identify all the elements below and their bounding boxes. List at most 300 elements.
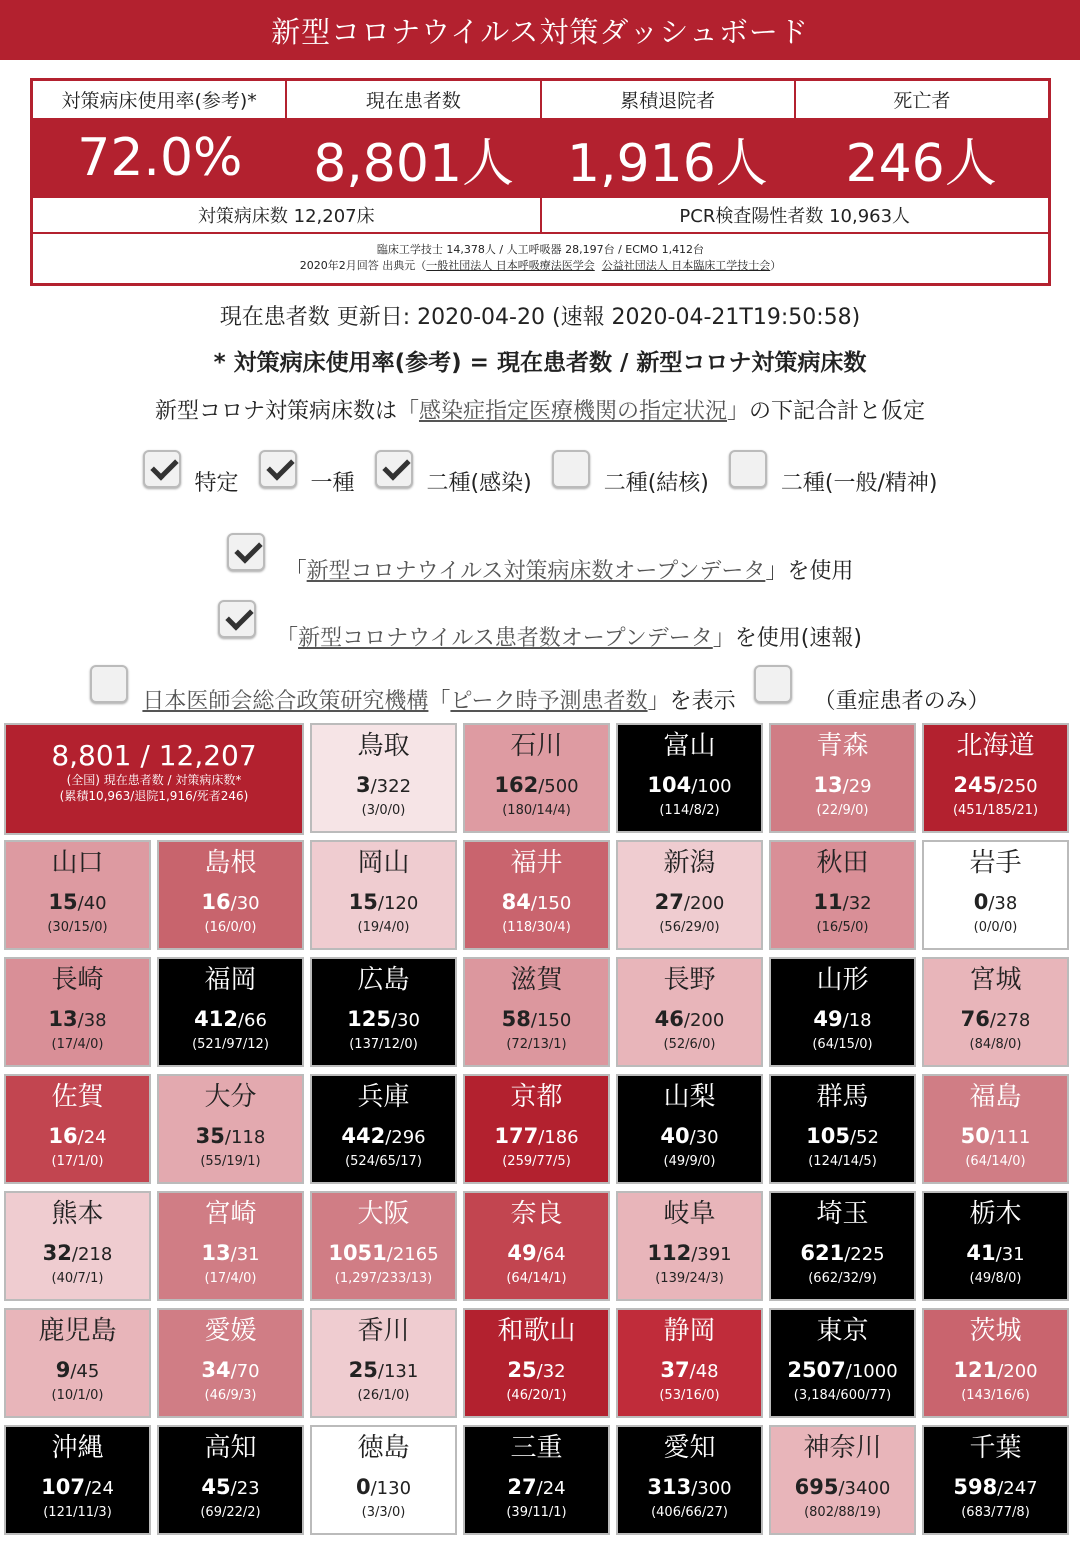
prefecture-beds: /38 <box>988 893 1018 914</box>
prefecture-current-patients: 112 <box>647 1241 692 1265</box>
beds-opendata-link[interactable]: 新型コロナウイルス対策病床数オープンデータ <box>306 559 766 584</box>
prefecture-tile[interactable] <box>4 1425 151 1535</box>
prefecture-patients-beds <box>159 1358 302 1382</box>
national-summary-value: 8,801 / 12,207 <box>51 739 257 772</box>
prefecture-name: 青森 <box>816 731 869 761</box>
update-date: 現在患者数 更新日: 2020-04-20 (速報 2020-04-21T19:50:58) <box>219 305 861 330</box>
total-beds: 対策病床数 12,207床 <box>33 198 542 232</box>
prefecture-tile[interactable] <box>922 840 1069 950</box>
prefecture-tile[interactable] <box>616 957 763 1067</box>
prefecture-cumulative: (16/0/0) <box>204 920 257 935</box>
prefecture-tile[interactable] <box>616 1191 763 1301</box>
prefecture-current-patients: 177 <box>494 1124 539 1148</box>
prefecture-beds: /38 <box>77 1010 107 1031</box>
checkbox-nishu-kekkaku[interactable] <box>552 450 590 488</box>
peak-patients-link[interactable]: ピーク時予測患者数 <box>450 689 648 714</box>
prefecture-patients-beds <box>6 1475 149 1499</box>
prefecture-current-patients: 412 <box>194 1007 238 1031</box>
prefecture-tile[interactable] <box>157 1425 304 1535</box>
prefecture-tile[interactable] <box>769 957 916 1067</box>
prefecture-current-patients: 107 <box>41 1475 85 1499</box>
prefecture-tile[interactable] <box>310 1191 457 1301</box>
prefecture-cumulative: (259/77/5) <box>502 1154 571 1169</box>
checkbox-item-nishu-kansen[interactable] <box>375 440 532 497</box>
prefecture-cumulative: (802/88/19) <box>804 1505 881 1520</box>
prefecture-tile[interactable] <box>310 1074 457 1184</box>
prefecture-name: 埼玉 <box>816 1199 869 1229</box>
prefecture-current-patients: 442 <box>341 1124 386 1148</box>
checkbox-label: 一種 <box>310 471 355 496</box>
prefecture-beds: /24 <box>536 1478 566 1499</box>
prefecture-current-patients: 1051 <box>328 1241 387 1265</box>
prefecture-patients-beds <box>618 1475 761 1499</box>
prefecture-name: 石川 <box>510 731 563 761</box>
prefecture-tile[interactable] <box>922 957 1069 1067</box>
prefecture-name: 香川 <box>357 1316 410 1346</box>
prefecture-cumulative: (30/15/0) <box>47 920 108 935</box>
prefecture-cumulative: (72/13/1) <box>506 1037 567 1052</box>
prefecture-beds: /247 <box>997 1478 1038 1499</box>
prefecture-name: 佐賀 <box>51 1082 104 1112</box>
prefecture-patients-beds <box>6 1124 149 1148</box>
prefecture-tile[interactable] <box>463 1074 610 1184</box>
prefecture-patients-beds <box>312 1358 455 1382</box>
prefecture-patients-beds <box>6 890 149 914</box>
prefecture-tile[interactable] <box>463 1191 610 1301</box>
prefecture-tile[interactable] <box>4 840 151 950</box>
option-beds-post: 」を使用 <box>765 559 854 584</box>
prefecture-tile[interactable] <box>922 1191 1069 1301</box>
prefecture-cumulative: (3,184/600/77) <box>793 1388 892 1403</box>
prefecture-patients-beds <box>924 773 1067 797</box>
prefecture-tile[interactable] <box>769 1425 916 1535</box>
prefecture-name: 兵庫 <box>357 1082 410 1112</box>
prefecture-tile[interactable] <box>310 840 457 950</box>
prefecture-name: 熊本 <box>51 1199 104 1229</box>
prefecture-patients-beds <box>618 1358 761 1382</box>
prefecture-name: 宮城 <box>969 965 1022 995</box>
prefecture-current-patients: 16 <box>201 890 231 914</box>
prefecture-current-patients: 2507 <box>787 1358 846 1382</box>
prefecture-tile[interactable] <box>616 1308 763 1418</box>
prefecture-current-patients: 313 <box>647 1475 692 1499</box>
prefecture-tile[interactable] <box>616 723 763 833</box>
prefecture-current-patients: 35 <box>195 1124 225 1148</box>
prefecture-current-patients: 0 <box>355 1475 371 1499</box>
prefecture-beds: /32 <box>842 893 872 914</box>
prefecture-patients-beds <box>465 1358 608 1382</box>
prefecture-name: 島根 <box>204 848 257 878</box>
prefecture-grid <box>4 723 1076 1546</box>
checkbox-label: 二種(結核) <box>603 471 709 496</box>
checkbox-item-isshu[interactable] <box>259 440 355 497</box>
label-bed-usage: 対策病床使用率(参考)* <box>33 81 287 118</box>
prefecture-cumulative: (451/185/21) <box>952 803 1039 818</box>
stats-panel <box>30 78 1051 286</box>
prefecture-tile[interactable] <box>463 840 610 950</box>
option-beds-opendata <box>0 518 1080 585</box>
patients-opendata-link[interactable]: 新型コロナウイルス患者数オープンデータ <box>298 626 713 651</box>
prefecture-cumulative: (26/1/0) <box>357 1388 410 1403</box>
prefecture-tile[interactable] <box>922 723 1069 833</box>
prefecture-current-patients: 621 <box>800 1241 845 1265</box>
prefecture-cumulative: (49/8/0) <box>969 1271 1022 1286</box>
prefecture-name: 沖縄 <box>51 1433 104 1463</box>
prefecture-beds: /150 <box>530 893 572 914</box>
prefecture-patients-beds <box>618 1124 761 1148</box>
prefecture-beds: /66 <box>237 1010 267 1031</box>
prefecture-tile[interactable] <box>4 1074 151 1184</box>
prefecture-name: 秋田 <box>816 848 869 878</box>
prefecture-cumulative: (524/65/17) <box>345 1154 422 1169</box>
prefecture-patients-beds <box>771 1124 914 1148</box>
stats-labels <box>33 81 1048 118</box>
prefecture-current-patients: 49 <box>813 1007 843 1031</box>
prefecture-name: 高知 <box>204 1433 257 1463</box>
prefecture-name: 奈良 <box>510 1199 563 1229</box>
prefecture-tile[interactable] <box>310 957 457 1067</box>
prefecture-patients-beds <box>924 890 1067 914</box>
prefecture-patients-beds <box>465 1241 608 1265</box>
checkbox-item-nishu-kekkaku[interactable] <box>552 440 709 497</box>
prefecture-beds: /31 <box>995 1244 1025 1265</box>
prefecture-cumulative: (40/7/1) <box>51 1271 104 1286</box>
prefecture-patients-beds <box>924 1241 1067 1265</box>
prefecture-tile[interactable] <box>769 1074 916 1184</box>
prefecture-cumulative: (114/8/2) <box>659 803 720 818</box>
prefecture-name: 徳島 <box>357 1433 410 1463</box>
prefecture-name: 愛知 <box>663 1433 716 1463</box>
prefecture-current-patients: 125 <box>347 1007 391 1031</box>
prefecture-tile[interactable] <box>769 1308 916 1418</box>
prefecture-current-patients: 104 <box>647 773 692 797</box>
prefecture-tile[interactable] <box>616 1425 763 1535</box>
prefecture-cumulative: (16/5/0) <box>816 920 869 935</box>
prefecture-current-patients: 15 <box>48 890 78 914</box>
prefecture-cumulative: (64/15/0) <box>812 1037 873 1052</box>
prefecture-current-patients: 40 <box>660 1124 690 1148</box>
prefecture-name: 茨城 <box>969 1316 1022 1346</box>
prefecture-patients-beds <box>618 773 761 797</box>
prefecture-cumulative: (3/0/0) <box>361 803 406 818</box>
prefecture-name: 長野 <box>663 965 716 995</box>
prefecture-cumulative: (406/66/27) <box>651 1505 728 1520</box>
value-bed-usage: 72.0% <box>77 128 243 188</box>
prefecture-name: 東京 <box>816 1316 869 1346</box>
prefecture-patients-beds <box>159 1124 302 1148</box>
prefecture-beds: /296 <box>385 1127 426 1148</box>
assumption-note <box>0 394 1080 425</box>
checkbox-isshu[interactable] <box>259 450 297 488</box>
prefecture-cumulative: (56/29/0) <box>659 920 720 935</box>
prefecture-cumulative: (124/14/5) <box>808 1154 877 1169</box>
prefecture-tile[interactable] <box>4 957 151 1067</box>
national-summary-caption: (全国) 現在患者数 / 対策病床数* <box>66 773 242 787</box>
source-suffix: ） <box>770 259 782 272</box>
prefecture-cumulative: (139/24/3) <box>655 1271 724 1286</box>
prefecture-patients-beds <box>465 890 608 914</box>
prefecture-cumulative: (46/20/1) <box>506 1388 567 1403</box>
prefecture-name: 大分 <box>204 1082 257 1112</box>
prefecture-current-patients: 13 <box>201 1241 231 1265</box>
option-patients-post: 」を使用(速報) <box>712 626 862 651</box>
prefecture-name: 富山 <box>663 731 716 761</box>
value-discharged: 1,916人 <box>566 133 768 194</box>
prefecture-beds: /29 <box>842 776 872 797</box>
prefecture-patients-beds <box>159 1007 302 1031</box>
national-summary-cumulative: (累積10,963/退院1,916/死者246) <box>59 789 249 803</box>
prefecture-current-patients: 50 <box>960 1124 990 1148</box>
prefecture-tile[interactable] <box>769 840 916 950</box>
prefecture-cumulative: (683/77/8) <box>961 1505 1030 1520</box>
prefecture-cumulative: (180/14/4) <box>502 803 571 818</box>
prefecture-tile[interactable] <box>157 840 304 950</box>
prefecture-beds: /30 <box>230 893 260 914</box>
prefecture-tile[interactable] <box>922 1425 1069 1535</box>
option-patients-opendata <box>0 585 1080 652</box>
prefecture-name: 和歌山 <box>497 1316 576 1346</box>
prefecture-current-patients: 49 <box>507 1241 537 1265</box>
prefecture-patients-beds <box>312 1124 455 1148</box>
prefecture-patients-beds <box>312 773 455 797</box>
prefecture-beds: /120 <box>377 893 419 914</box>
prefecture-beds: /31 <box>230 1244 260 1265</box>
checkbox-patients-opendata[interactable] <box>218 600 256 638</box>
prefecture-tile[interactable] <box>463 723 610 833</box>
prefecture-current-patients: 34 <box>201 1358 231 1382</box>
checkbox-item-tokutei[interactable] <box>143 440 239 497</box>
checkbox-peak-prediction[interactable] <box>90 665 128 703</box>
prefecture-patients-beds <box>6 1007 149 1031</box>
prefecture-cumulative: (46/9/3) <box>204 1388 257 1403</box>
prefecture-cumulative: (0/0/0) <box>973 920 1018 935</box>
prefecture-name: 神奈川 <box>803 1433 882 1463</box>
prefecture-patients-beds <box>618 890 761 914</box>
prefecture-cumulative: (53/16/0) <box>659 1388 720 1403</box>
prefecture-cumulative: (64/14/1) <box>506 1271 567 1286</box>
source-line <box>33 258 1048 274</box>
prefecture-name: 長崎 <box>51 965 104 995</box>
prefecture-cumulative: (69/22/2) <box>200 1505 261 1520</box>
prefecture-tile[interactable] <box>310 1425 457 1535</box>
prefecture-beds: /111 <box>989 1127 1031 1148</box>
checkbox-tokutei[interactable] <box>143 450 181 488</box>
prefecture-current-patients: 162 <box>494 773 539 797</box>
prefecture-beds: /18 <box>842 1010 872 1031</box>
prefecture-tile[interactable] <box>616 840 763 950</box>
prefecture-cumulative: (3/3/0) <box>361 1505 406 1520</box>
prefecture-current-patients: 13 <box>48 1007 78 1031</box>
prefecture-cumulative: (84/8/0) <box>969 1037 1022 1052</box>
prefecture-name: 愛媛 <box>204 1316 257 1346</box>
prefecture-current-patients: 32 <box>42 1241 72 1265</box>
prefecture-beds: /48 <box>689 1361 719 1382</box>
prefecture-tile[interactable] <box>922 1308 1069 1418</box>
prefecture-name: 千葉 <box>969 1433 1022 1463</box>
prefecture-cumulative: (17/1/0) <box>51 1154 104 1169</box>
prefecture-beds: /40 <box>77 893 107 914</box>
option-peak-text <box>142 684 735 715</box>
option-peak-post: 」を表示 <box>647 689 736 714</box>
prefecture-beds: /30 <box>390 1010 420 1031</box>
prefecture-current-patients: 105 <box>806 1124 850 1148</box>
prefecture-patients-beds <box>771 890 914 914</box>
prefecture-beds: /200 <box>683 893 725 914</box>
prefecture-cumulative: (55/19/1) <box>200 1154 261 1169</box>
prefecture-patients-beds <box>771 1475 914 1499</box>
checkbox-nishu-ippan[interactable] <box>729 450 767 488</box>
prefecture-current-patients: 121 <box>953 1358 998 1382</box>
prefecture-beds: /30 <box>689 1127 719 1148</box>
prefecture-patients-beds <box>465 1007 608 1031</box>
prefecture-current-patients: 41 <box>966 1241 996 1265</box>
prefecture-current-patients: 245 <box>953 773 998 797</box>
prefecture-cumulative: (118/30/4) <box>502 920 571 935</box>
prefecture-patients-beds <box>312 1007 455 1031</box>
value-current-patients: 8,801人 <box>313 133 515 194</box>
prefecture-tile[interactable] <box>769 723 916 833</box>
page-title: 新型コロナウイルス対策ダッシュボード <box>0 0 1080 60</box>
severe-only-label: （重症患者のみ） <box>813 689 990 714</box>
prefecture-cumulative: (49/9/0) <box>663 1154 716 1169</box>
prefecture-current-patients: 695 <box>794 1475 839 1499</box>
prefecture-beds: /200 <box>997 1361 1038 1382</box>
prefecture-beds: /300 <box>691 1478 732 1499</box>
prefecture-beds: /500 <box>538 776 579 797</box>
label-current-patients: 現在患者数 <box>287 81 541 118</box>
prefecture-beds: /150 <box>530 1010 572 1031</box>
prefecture-patients-beds <box>924 1358 1067 1382</box>
checkbox-label: 二種(一般/精神) <box>780 471 938 496</box>
prefecture-beds: /118 <box>224 1127 266 1148</box>
checkbox-beds-opendata[interactable] <box>227 533 265 571</box>
prefecture-cumulative: (521/97/12) <box>192 1037 269 1052</box>
prefecture-tile[interactable] <box>922 1074 1069 1184</box>
prefecture-beds: /250 <box>997 776 1038 797</box>
prefecture-tile[interactable] <box>157 1074 304 1184</box>
prefecture-name: 山形 <box>816 965 869 995</box>
bracket-open: 「 <box>284 559 307 584</box>
prefecture-current-patients: 15 <box>348 890 378 914</box>
prefecture-tile[interactable] <box>310 1308 457 1418</box>
prefecture-cumulative: (662/32/9) <box>808 1271 877 1286</box>
prefecture-patients-beds <box>312 890 455 914</box>
prefecture-tile[interactable] <box>616 1074 763 1184</box>
prefecture-beds: /23 <box>230 1478 260 1499</box>
prefecture-beds: /3400 <box>838 1478 891 1499</box>
prefecture-patients-beds <box>771 1241 914 1265</box>
prefecture-beds: /45 <box>70 1361 100 1382</box>
prefecture-name: 岩手 <box>969 848 1022 878</box>
prefecture-patients-beds <box>159 1475 302 1499</box>
checkbox-nishu-kansen[interactable] <box>375 450 413 488</box>
prefecture-current-patients: 13 <box>813 773 843 797</box>
prefecture-tile[interactable] <box>157 1191 304 1301</box>
prefecture-tile[interactable] <box>463 957 610 1067</box>
equipment-line: 臨床工学技士 14,378人 / 人工呼吸器 28,197台 / ECMO 1,412台 <box>376 243 705 256</box>
prefecture-beds: /24 <box>77 1127 107 1148</box>
prefecture-patients-beds <box>465 773 608 797</box>
prefecture-patients-beds <box>771 1358 914 1382</box>
prefecture-cumulative: (10/1/0) <box>51 1388 104 1403</box>
prefecture-beds: /130 <box>370 1478 412 1499</box>
jmari-link[interactable]: 日本医師会総合政策研究機構 <box>142 689 429 714</box>
prefecture-patients-beds <box>924 1007 1067 1031</box>
prefecture-patients-beds <box>924 1475 1067 1499</box>
prefecture-current-patients: 25 <box>507 1358 537 1382</box>
prefecture-current-patients: 25 <box>348 1358 378 1382</box>
option-patients-text <box>276 621 862 652</box>
prefecture-name: 福井 <box>510 848 563 878</box>
prefecture-beds: /200 <box>683 1010 725 1031</box>
designation-status-link[interactable]: 感染症指定医療機関の指定状況 <box>418 399 727 424</box>
checkbox-severe-only[interactable] <box>754 665 792 703</box>
prefecture-current-patients: 46 <box>654 1007 684 1031</box>
prefecture-tile[interactable] <box>4 1308 151 1418</box>
prefecture-cumulative: (39/11/1) <box>506 1505 567 1520</box>
prefecture-patients-beds <box>159 890 302 914</box>
prefecture-beds: /1000 <box>845 1361 898 1382</box>
label-deaths: 死亡者 <box>893 90 951 112</box>
prefecture-tile[interactable] <box>769 1191 916 1301</box>
prefecture-name: 岡山 <box>357 848 410 878</box>
national-summary-tile[interactable] <box>4 723 304 835</box>
prefecture-beds: /32 <box>536 1361 566 1382</box>
checkbox-item-nishu-ippan[interactable] <box>729 440 938 497</box>
source-prefix: 2020年2月回答 出典元（ <box>299 259 427 272</box>
prefecture-name: 鳥取 <box>357 731 410 761</box>
prefecture-name: 群馬 <box>816 1082 869 1112</box>
prefecture-tile[interactable] <box>157 1308 304 1418</box>
option-beds-text <box>285 554 854 585</box>
label-discharged: 累積退院者 <box>542 81 796 118</box>
prefecture-name: 宮崎 <box>204 1199 257 1229</box>
pcr-positive: PCR検査陽性者数 10,963人 <box>679 206 911 227</box>
prefecture-name: 静岡 <box>663 1316 716 1346</box>
prefecture-tile[interactable] <box>463 1425 610 1535</box>
option-peak-prediction <box>0 652 1080 715</box>
prefecture-beds: /218 <box>71 1244 113 1265</box>
prefecture-cumulative: (52/6/0) <box>663 1037 716 1052</box>
prefecture-tile[interactable] <box>310 723 457 833</box>
source-link-respiratory[interactable]: 一般社団法人 日本呼吸療法医学会 <box>426 259 595 272</box>
prefecture-patients-beds <box>6 1358 149 1382</box>
prefecture-current-patients: 37 <box>660 1358 690 1382</box>
prefecture-name: 山梨 <box>663 1082 716 1112</box>
value-deaths: 246人 <box>845 133 997 194</box>
prefecture-tile[interactable] <box>4 1191 151 1301</box>
prefecture-patients-beds <box>312 1241 455 1265</box>
prefecture-beds: /24 <box>84 1478 114 1499</box>
prefecture-patients-beds <box>924 1124 1067 1148</box>
prefecture-cumulative: (64/14/0) <box>965 1154 1026 1169</box>
prefecture-cumulative: (137/12/0) <box>349 1037 418 1052</box>
prefecture-tile[interactable] <box>157 957 304 1067</box>
source-link-clinical[interactable]: 公益社団法人 日本臨床工学技士会 <box>601 259 771 272</box>
prefecture-beds: /70 <box>230 1361 260 1382</box>
prefecture-beds: /131 <box>377 1361 419 1382</box>
assume-pre: 新型コロナ対策病床数は「 <box>154 399 419 424</box>
prefecture-tile[interactable] <box>463 1308 610 1418</box>
prefecture-cumulative: (17/4/0) <box>204 1271 257 1286</box>
bracket-open: 「 <box>428 689 451 714</box>
prefecture-patients-beds <box>465 1124 608 1148</box>
prefecture-current-patients: 27 <box>654 890 684 914</box>
prefecture-beds: /2165 <box>386 1244 439 1265</box>
prefecture-beds: /186 <box>538 1127 579 1148</box>
prefecture-current-patients: 0 <box>973 890 989 914</box>
prefecture-name: 大阪 <box>357 1199 410 1229</box>
